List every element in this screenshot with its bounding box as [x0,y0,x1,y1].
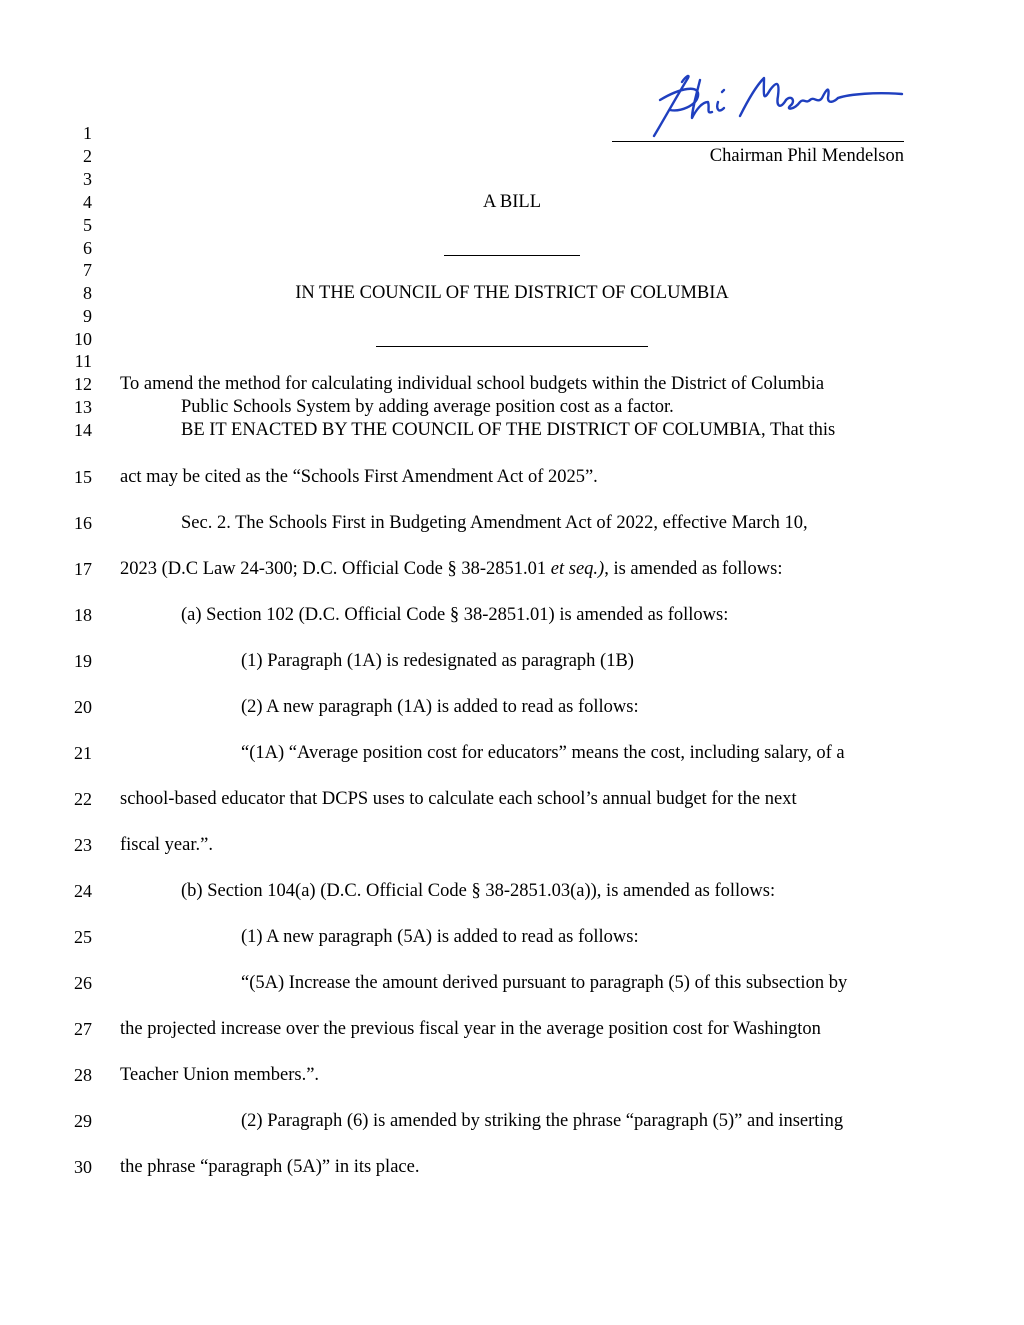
line-number: 21 [74,743,92,763]
enacting-clause: BE IT ENACTED BY THE COUNCIL OF THE DISTRICT OF COLUMBIA, That this [181,420,836,440]
line-number: 4 [83,192,92,212]
definition-1a-continued: school-based educator that DCPS uses to calculate each school’s annual budget for the next [120,789,797,809]
signatory-name: Chairman Phil Mendelson [709,146,904,166]
bill-title: A BILL [482,192,542,212]
subsection-a: (a) Section 102 (D.C. Official Code § 38-2851.01) is amended as follows: [181,605,729,625]
line-number: 23 [74,835,92,855]
subsection-b: (b) Section 104(a) (D.C. Official Code § 38-2851.03(a)), is amended as follows: [181,881,776,901]
line-number: 27 [74,1019,92,1039]
section-2-heading: Sec. 2. The Schools First in Budgeting Amendment Act of 2022, effective March 10, [181,513,808,533]
line-number: 10 [74,329,92,349]
signature-rule [612,141,904,142]
line-number: 30 [74,1157,92,1177]
line-number: 12 [74,374,92,394]
line-number: 16 [74,513,92,533]
paragraph-5a-continued: the projected increase over the previous fiscal year in the average position cost for Washington [120,1019,821,1039]
council-heading: IN THE COUNCIL OF THE DISTRICT OF COLUMBIA [295,283,729,303]
paragraph-5a-end: Teacher Union members.”. [120,1065,320,1085]
line-number: 8 [83,283,92,303]
line-number: 1 [83,123,92,143]
paragraph-a2: (2) A new paragraph (1A) is added to read as follows: [241,697,639,717]
section-2-citation [120,558,783,580]
et-seq-italic: et seq.) [550,559,605,579]
line-number: 26 [74,973,92,993]
line-number: 6 [83,238,92,258]
line-number: 3 [83,169,92,189]
definition-1a: “(1A) “Average position cost for educators” means the cost, including salary, of a [241,743,845,763]
line-number: 2 [83,146,92,166]
paragraph-b2-end: the phrase “paragraph (5A)” in its place. [120,1157,420,1177]
long-title: To amend the method for calculating individual school budgets within the District of Columbia [120,374,825,394]
line-number: 14 [74,420,92,440]
line-number: 25 [74,927,92,947]
long-title-continued: Public Schools System by adding average position cost as a factor. [181,397,674,417]
citation-tail: , is amended as follows: [604,559,783,579]
line-number: 29 [74,1111,92,1131]
bill-number-blank [444,255,580,256]
council-rule [376,346,648,347]
line-number: 13 [74,397,92,417]
paragraph-5a: “(5A) Increase the amount derived pursuant to paragraph (5) of this subsection by [241,973,848,993]
line-number: 17 [74,559,92,579]
line-number: 9 [83,306,92,326]
paragraph-b2: (2) Paragraph (6) is amended by striking the phrase “paragraph (5)” and inserting [241,1111,844,1131]
line-number: 22 [74,789,92,809]
line-number: 20 [74,697,92,717]
paragraph-b1: (1) A new paragraph (5A) is added to read as follows: [241,927,639,947]
line-number: 11 [74,351,92,371]
citation-text: 2023 (D.C Law 24-300; D.C. Official Code § 38-2851.01 [120,559,551,579]
line-number: 15 [74,467,92,487]
line-number: 18 [74,605,92,625]
short-title: act may be cited as the “Schools First Amendment Act of 2025”. [120,467,598,487]
line-number: 19 [74,651,92,671]
line-number: 28 [74,1065,92,1085]
line-number: 7 [83,260,92,280]
line-number: 24 [74,881,92,901]
line-number: 5 [83,215,92,235]
chairman-signature [640,70,910,150]
definition-1a-end: fiscal year.”. [120,835,213,855]
paragraph-a1: (1) Paragraph (1A) is redesignated as paragraph (1B) [241,651,634,671]
